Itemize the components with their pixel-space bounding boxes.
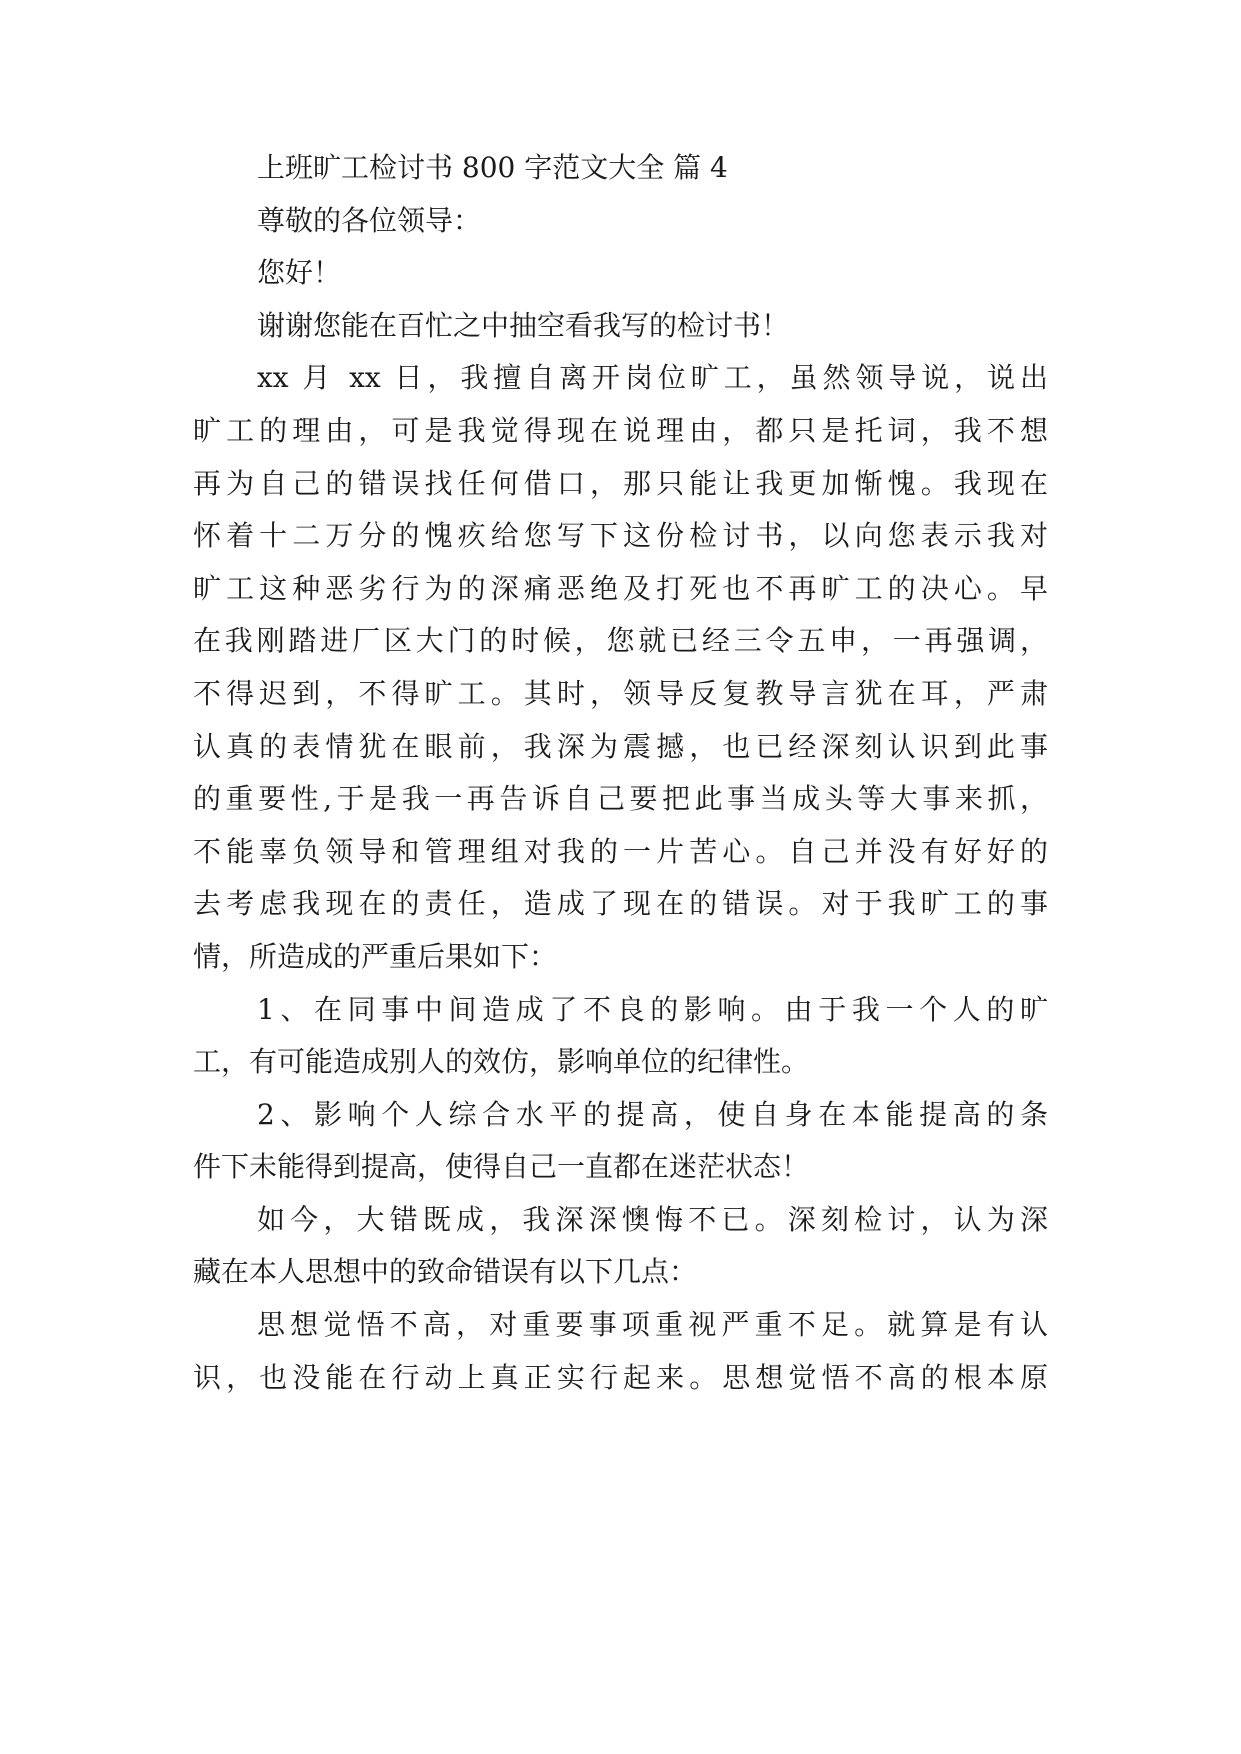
text-line: xx 月 xx 日，我擅自离开岗位旷工，虽然领导说，说出 [257,361,1048,395]
greeting: 您好！ [257,256,342,290]
text-line: 藏在本人思想中的致命错误有以下几点： [193,1255,698,1289]
text-line: 不能辜负领导和管理组对我的一片苦心。自己并没有好好的 [193,834,1048,868]
thanks-line: 谢谢您能在百忙之中抽空看我写的检讨书！ [257,308,790,342]
text-line: 的重要性,于是我一再告诉自己要把此事当成头等大事来抓， [193,782,1048,816]
text-line: 工，有可能造成别人的效仿，影响单位的纪律性。 [193,1045,810,1079]
text-line: 情，所造成的严重后果如下： [193,939,558,973]
text-line: 识，也没能在行动上真正实行起来。思想觉悟不高的根本原 [193,1360,1048,1394]
text-line: 件下未能得到提高，使得自己一直都在迷茫状态！ [193,1150,810,1184]
document-title: 上班旷工检讨书 800 字范文大全 篇 4 [257,151,728,184]
text-line: 1、在同事中间造成了不良的影响。由于我一个人的旷 [257,992,1048,1026]
text-line: 不得迟到，不得旷工。其时，领导反复教导言犹在耳，严肃 [193,676,1048,710]
text-line: 再为自己的错误找任何借口，那只能让我更加惭愧。我现在 [193,466,1048,500]
text-line: 旷工的理由，可是我觉得现在说理由，都只是托词，我不想 [193,413,1048,447]
paragraph [193,1194,1048,1299]
text-line: 如今，大错既成，我深深懊悔不已。深刻检讨，认为深 [257,1202,1048,1236]
text-line: 去考虑我现在的责任，造成了现在的错误。对于我旷工的事 [193,887,1048,921]
text-line: 认真的表情犹在眼前，我深为震撼，也已经深刻认识到此事 [193,729,1048,763]
text-line: 2、影响个人综合水平的提高，使自身在本能提高的条 [257,1097,1048,1131]
text-line: 思想觉悟不高，对重要事项重视严重不足。就算是有认 [257,1308,1048,1342]
text-line: 怀着十二万分的愧疚给您写下这份检讨书，以向您表示我对 [193,519,1048,553]
salutation: 尊敬的各位领导： [257,203,482,237]
text-line: 在我刚踏进厂区大门的时候，您就已经三令五申，一再强调， [193,624,1048,658]
paragraph [193,1299,1048,1404]
document-body [193,142,1048,1404]
text-line: 旷工这种恶劣行为的深痛恶绝及打死也不再旷工的决心。早 [193,571,1048,605]
paragraph [193,984,1048,1089]
paragraph [193,352,1048,983]
paragraph [193,1089,1048,1194]
